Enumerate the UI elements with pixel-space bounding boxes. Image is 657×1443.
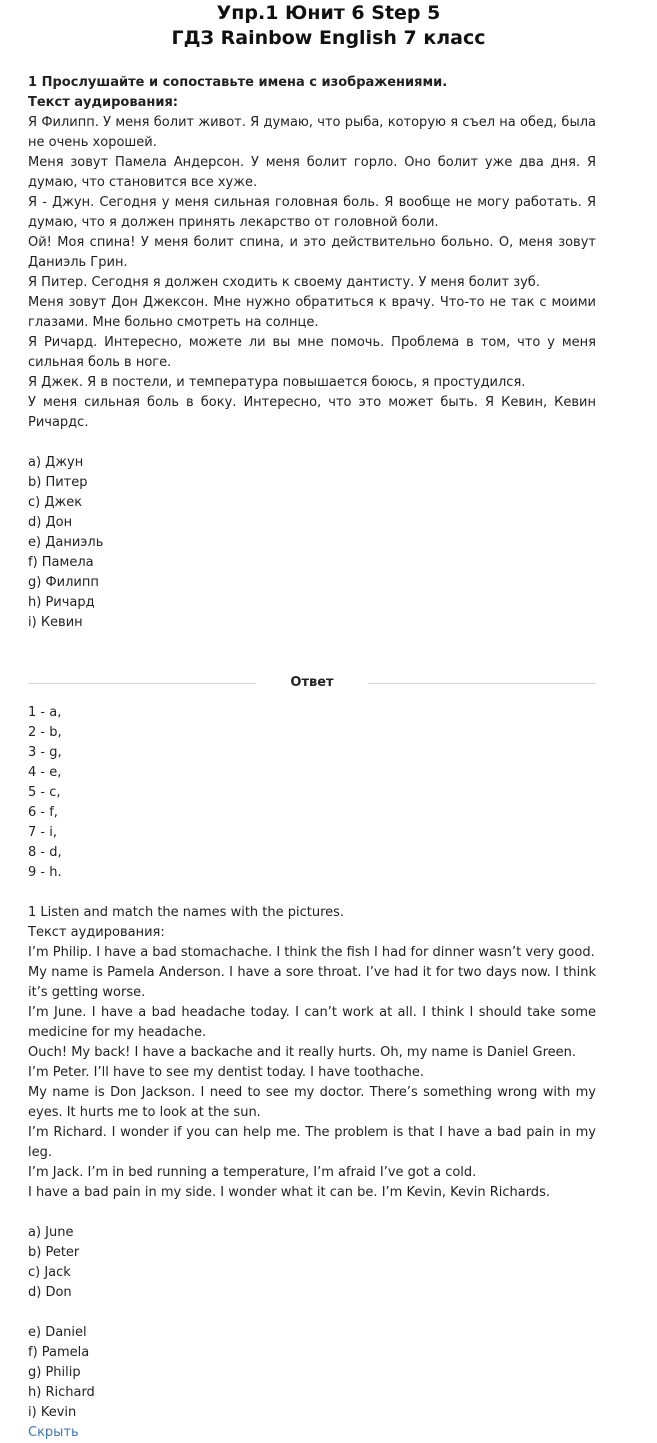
answer-item: 7 - i, (28, 825, 57, 840)
option-item-ru: a) Джун (28, 455, 84, 470)
text-paragraph-en: My name is Pamela Anderson. I have a sore throat. I’ve had it for two days now. I think it’s getting worse. (28, 965, 596, 1000)
option-item-ru: i) Кевин (28, 615, 83, 630)
text-paragraph-ru: Я Питер. Сегодня я должен сходить к своему дантисту. У меня болит зуб. (28, 275, 540, 290)
option-item-en: i) Kevin (28, 1405, 77, 1420)
text-paragraph-en: I’m Jack. I’m in bed running a temperature, I’m afraid I’ve got a cold. (28, 1165, 477, 1180)
content (0, 73, 657, 1443)
text-paragraph-ru: Я - Джун. Сегодня у меня сильная головная боль. Я вообще не могу работать. Я думаю, что я должен принять лекарство от головной боли. (28, 195, 596, 230)
spacer (28, 433, 596, 453)
answer-item: 8 - d, (28, 845, 62, 860)
divider-line-left (28, 683, 256, 684)
option-item-ru: f) Памела (28, 555, 94, 570)
answer-item: 5 - c, (28, 785, 61, 800)
option-item-en: a) June (28, 1225, 74, 1240)
option-item-en: c) Jack (28, 1265, 71, 1280)
text-paragraph-ru: Я Джек. Я в постели, и температура повышается боюсь, я простудился. (28, 375, 526, 390)
text-paragraph-ru: Я Филипп. У меня болит живот. Я думаю, что рыба, которую я съел на обед, была не очень хорошей. (28, 115, 596, 150)
spacer (28, 883, 596, 903)
answer-label: Ответ (290, 675, 334, 690)
option-item-ru: c) Джек (28, 495, 83, 510)
answer-divider (28, 673, 596, 693)
task-heading-en: 1 Listen and match the names with the pictures. (28, 905, 345, 920)
listening-subheading-en: Текст аудирования: (28, 925, 165, 940)
answer-item: 2 - b, (28, 725, 62, 740)
text-paragraph-en: I’m Peter. I’ll have to see my dentist today. I have toothache. (28, 1065, 424, 1080)
text-paragraph-en: My name is Don Jackson. I need to see my doctor. There’s something wrong with my eyes. It hurts me to look at the sun. (28, 1085, 596, 1120)
text-paragraph-ru: У меня сильная боль в боку. Интересно, что это может быть. Я Кевин, Кевин Ричардс. (28, 395, 596, 430)
answer-item: 3 - g, (28, 745, 62, 760)
text-paragraph-en: I’m June. I have a bad headache today. I can’t work at all. I think I should take some medicine for my headache. (28, 1005, 596, 1040)
option-item-en: f) Pamela (28, 1345, 90, 1360)
text-paragraph-ru: Меня зовут Памела Андерсон. У меня болит горло. Оно болит уже два дня. Я думаю, что становится все хуже. (28, 155, 596, 190)
option-item-en: g) Philip (28, 1365, 81, 1380)
title-line-2: ГДЗ Rainbow English 7 класс (171, 27, 486, 49)
option-item-ru: d) Дон (28, 515, 73, 530)
spacer (28, 1203, 596, 1223)
spacer (28, 1303, 596, 1323)
spacer (28, 693, 596, 703)
text-paragraph-ru: Меня зовут Дон Джексон. Мне нужно обратиться к врачу. Что-то не так с моими глазами. Мне больно смотреть на солнце. (28, 295, 596, 330)
divider-line-right (368, 683, 596, 684)
option-item-ru: b) Питер (28, 475, 88, 490)
option-item-ru: h) Ричард (28, 595, 95, 610)
text-paragraph-en: I’m Richard. I wonder if you can help me. The problem is that I have a bad pain in my leg. (28, 1125, 596, 1160)
option-item-en: b) Peter (28, 1245, 80, 1260)
option-item-en: e) Daniel (28, 1325, 87, 1340)
text-paragraph-ru: Ой! Моя спина! У меня болит спина, и это действительно больно. О, меня зовут Даниэль Грин. (28, 235, 596, 270)
option-item-ru: g) Филипп (28, 575, 99, 590)
option-item-en: d) Don (28, 1285, 72, 1300)
text-paragraph-en: Ouch! My back! I have a backache and it really hurts. Oh, my name is Daniel Green. (28, 1045, 576, 1060)
answer-item: 1 - a, (28, 705, 62, 720)
text-paragraph-en: I have a bad pain in my side. I wonder what it can be. I’m Kevin, Kevin Richards. (28, 1185, 550, 1200)
title-line-1: Упр.1 Юнит 6 Step 5 (216, 2, 441, 24)
text-paragraph-en: I’m Philip. I have a bad stomachache. I think the fish I had for dinner wasn’t very good. (28, 945, 595, 960)
option-item-en: h) Richard (28, 1385, 95, 1400)
listening-subheading-ru: Текст аудирования: (28, 95, 179, 110)
answer-item: 4 - e, (28, 765, 62, 780)
text-paragraph-ru: Я Ричард. Интересно, можете ли вы мне помочь. Проблема в том, что у меня сильная боль в ноге. (28, 335, 596, 370)
answer-item: 6 - f, (28, 805, 58, 820)
spacer (28, 633, 596, 653)
option-item-ru: e) Даниэль (28, 535, 104, 550)
hide-link[interactable]: Скрыть (28, 1425, 79, 1440)
answer-item: 9 - h. (28, 865, 62, 880)
page-title (0, 0, 657, 51)
task-heading-ru: 1 Прослушайте и сопоставьте имена с изображениями. (28, 75, 448, 90)
